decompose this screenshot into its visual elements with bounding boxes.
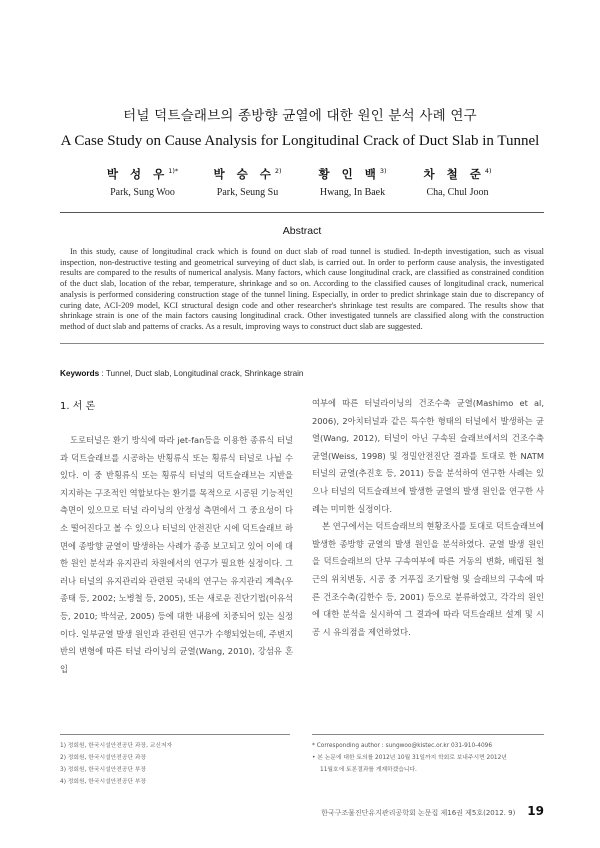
page-number: 19 <box>527 804 544 818</box>
intro-paragraph-2: 본 연구에서는 덕트슬래브의 현황조사를 토대로 덕트슬래브에 발생한 종방향 균열의 발생 원인을 분석하였다. 균열 발생 원인을 덕트슬래브의 단부 구속여부에 따른 거동의 변화, 배립된 철근의 위치변동, 시공 중 거푸집 조기탈형 및 슬래브의 구속에 따른 건조수축(김한수 등, 2001) 등으로 분류하였고, 각각의 원인에 대한 분석을 실시하여 그 결과에 따라 덕트슬래브 설계 및 시공 시 유의점을 제언하였다. <box>312 521 544 637</box>
author-4-name-en: Cha, Chul Joon <box>426 187 489 198</box>
author-2-name-en: Park, Seung Su <box>216 187 279 198</box>
keywords-list: : Tunnel, Duct slab, Longitudinal crack, Shrinkage strain <box>101 369 304 378</box>
section-heading-introduction: 1. 서 론 <box>60 401 96 412</box>
intro-paragraph-1: 도로터널은 환기 방식에 따라 jet-fan등을 이용한 종류식 터널과 덕트슬래브를 시공하는 반횡류식 또는 횡류식 터널로 나뉠 수 있다. 이 중 반횡류식 또는 횡류식 터널의 덕트슬래브는 지반을 지지하는 구조적인 역할보다는 환기를 목적으로 시공된 기능적인 측면이 있으므로 터널 라이닝의 안정성 측면에서 그 중요성이 다소 떨어진다고 볼 수 있으나 터널의 안전진단 시에 덕트슬래브 하면에 종방향 균열이 발생하는 사례가 종종 보고되고 있어 이에 대한 원인 분석과 유지관리 차원에서의 연구가 필요한 실정이다. 그러나 터널의 유지관리와 관련된 국내의 연구는 유지관리 계측(우종태 등, 2002; 노병철 등, 2005), 또는 새로운 진단기법(이유석 등, 2010; 박석균, 2005) 등에 대한 내용에 치중되어 있는 실정이다. 일부균열 발생 원인과 관련된 연구가 수행되었는데, 주변지반의 변형에 따른 터널 라이닝의 균열(Wang, 2010), 강섬유 혼입 <box>60 435 293 674</box>
author-1-name-en: Park, Sung Woo <box>110 187 175 198</box>
intro-paragraph-continued: 여부에 따른 터널라이닝의 건조수축 균열(Mashimo et al, 2006), 2아치터널과 같은 특수한 형태의 터널에서 발생하는 균열(Wang, 2012), 터널이 아닌 구속된 슬래브에서의 건조수축 균열(Weiss, 1998) 및 정밀안전진단 결과를 토대로 한 NATM터널의 균열(추진호 등, 2011) 등을 분석하여 연구한 사례는 있으나 터널의 덕트슬래브에 발생한 균열의 발생 원인을 연구한 사례는 미미한 실정이다. <box>312 398 544 514</box>
author-footnotes <box>60 734 290 788</box>
author-list <box>90 166 510 198</box>
footnote-2: 2) 정회원, 한국시설안전공단 과장 <box>60 755 147 761</box>
footnote-4: 4) 정회원, 한국시설안전공단 부장 <box>60 779 147 785</box>
author-2 <box>195 166 300 198</box>
journal-citation: 한국구조물진단유지관리공학회 논문집 제16권 제5호(2012. 9) <box>321 809 516 817</box>
paper-title-korean: 터널 덕트슬래브의 종방향 균열에 대한 원인 분석 사례 연구 <box>123 108 477 124</box>
body-column-left <box>60 397 293 678</box>
author-1 <box>90 166 195 198</box>
abstract-body: In this study, cause of longitudinal crack which is found on duct slab of road tunnel is studied. In-depth investigation, such as visual inspection, non-destructive testing and geometrical surveying of duct slab, is carried out. In order to perform cause analysis, the investigated results are compared to the results of numerical analysis. Many factors, which cause longitudinal crack, are classified as constrained condition of the duct slab, location of the rebar, temperature, shrinkage and so on. According to the classified causes of longitudinal crack, numerical analysis is performed considering construction stage of the tunnel lining. Especially, in order to predict shrinkage stain due to discrepancy of curing date, ACI-209 model, KCI structural design code and other researcher's shrinkage test results are compared. The results show that shrinkage strain is one of the main factors causing longitudinal crack. Other investigated tunnels are classified along with the construction method of duct slab and patterns of cracks. As a result, improving ways to construct duct slab are suggested. <box>60 247 544 331</box>
author-4 <box>405 166 510 198</box>
author-4-name-ko: 차 철 준$^{4)}$ <box>423 167 492 181</box>
body-column-right <box>312 395 544 641</box>
abstract-heading: Abstract <box>282 225 322 237</box>
page-footer <box>321 804 544 818</box>
discussion-note-line-2: 11월호에 토론결과를 게재하겠습니다. <box>320 767 417 773</box>
abstract-box <box>60 212 544 344</box>
author-3-name-en: Hwang, In Baek <box>319 187 386 198</box>
corresponding-author: * Corresponding author : sungwoo@kistec.or.kr 031-910-4096 <box>312 743 493 749</box>
keywords-label: Keywords <box>60 369 100 378</box>
footnote-3: 3) 정회원, 한국시설안전공단 부장 <box>60 767 147 773</box>
paper-title-english: A Case Study on Cause Analysis for Longitudinal Crack of Duct Slab in Tunnel <box>60 133 540 149</box>
keywords-line <box>60 369 544 378</box>
correspondence-note <box>312 734 544 776</box>
author-3 <box>300 166 405 198</box>
author-3-name-ko: 황 인 백$^{3)}$ <box>318 167 387 181</box>
footnote-1: 1) 정회원, 한국시설안전공단 과장, 교신저자 <box>60 743 173 749</box>
author-1-name-ko: 박 성 우$^{1)*}$ <box>106 167 179 181</box>
author-2-name-ko: 박 승 수$^{2)}$ <box>213 167 282 181</box>
discussion-note-line-1: • 본 논문에 대한 토의를 2012년 10월 31일까지 학회로 보내주시면 2012년 <box>312 755 507 761</box>
